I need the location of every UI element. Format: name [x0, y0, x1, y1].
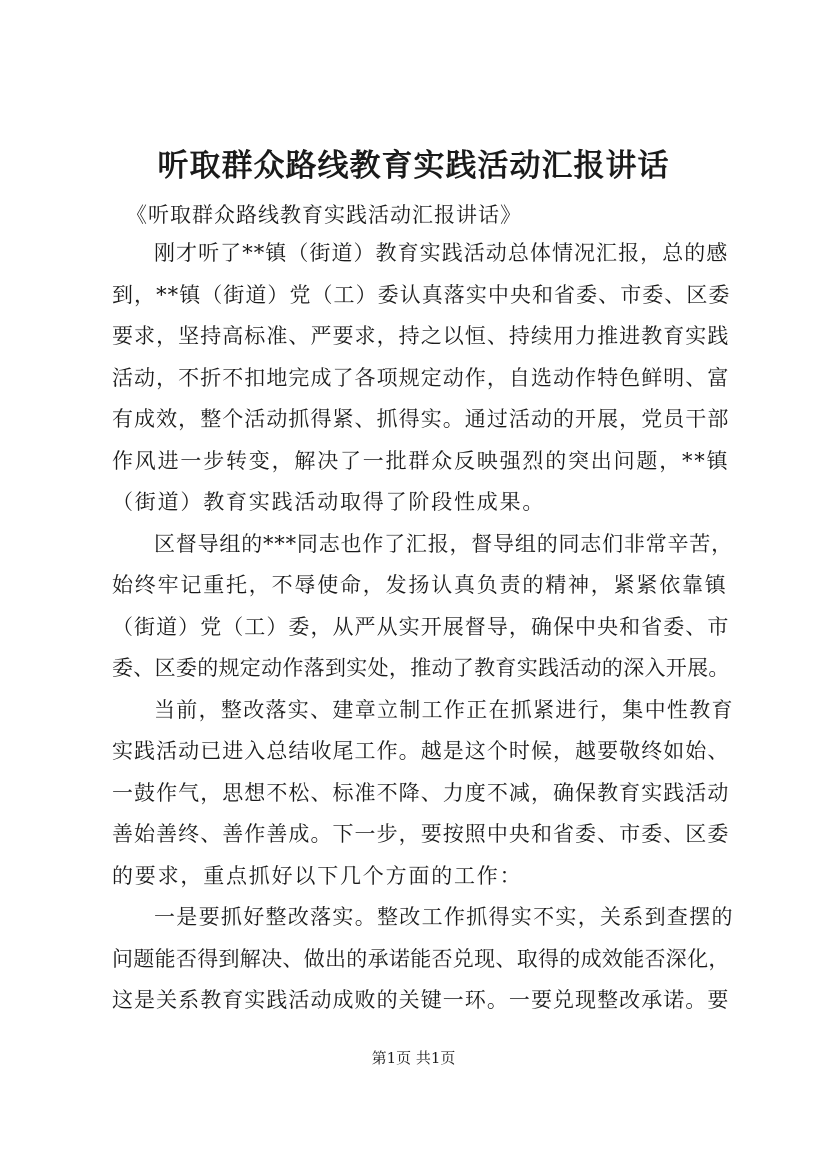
text-line: 实践活动已进入总结收尾工作。越是这个时候，越要敬终如始、: [112, 739, 730, 763]
text-line: 问题能否得到解决、做出的承诺能否兑现、取得的成效能否深化，: [112, 946, 730, 971]
text-line: 作风进一步转变，解决了一批群众反映强烈的突出问题，**镇: [112, 448, 730, 473]
text-line: 的要求，重点抓好以下几个方面的工作：: [112, 863, 523, 888]
text-line: 区督导组的***同志也作了汇报，督导组的同志们非常辛苦，: [154, 531, 733, 556]
paragraph-1: [112, 233, 734, 524]
text-line: 一鼓作气，思想不松、标准不降、力度不减，确保教育实践活动: [112, 780, 730, 805]
text-line: 一是要抓好整改落实。整改工作抓得实不实，关系到查摆的: [154, 905, 734, 929]
document-subtitle: 《听取群众路线教育实践活动汇报讲话》: [126, 203, 522, 227]
text-line: 当前，整改落实、建章立制工作正在抓紧进行，集中性教育: [154, 697, 734, 722]
document-body: [112, 233, 734, 1022]
text-line: 善始善终、善作善成。下一步，要按照中央和省委、市委、区委: [112, 822, 730, 846]
text-line: 活动，不折不扣地完成了各项规定动作，自选动作特色鲜明、富: [112, 365, 730, 390]
text-line: 这是关系教育实践活动成败的关键一环。一要兑现整改承诺。要: [112, 988, 730, 1012]
paragraph-3: [112, 690, 734, 898]
text-line: （街道）党（工）委，从严从实开展督导，确保中央和省委、市: [112, 614, 730, 639]
text-line: 有成效，整个活动抓得紧、抓得实。通过活动的开展，党员干部: [112, 407, 730, 431]
page-title: 听取群众路线教育实践活动汇报讲话: [157, 148, 670, 184]
text-line: 刚才听了**镇（街道）教育实践活动总体情况汇报，总的感: [154, 241, 729, 265]
text-line: （街道）教育实践活动取得了阶段性成果。: [112, 490, 546, 514]
text-line: 始终牢记重托，不辱使命，发扬认真负责的精神，紧紧依靠镇: [112, 573, 728, 597]
text-line: 到，**镇（街道）党（工）委认真落实中央和省委、市委、区委: [112, 282, 731, 307]
text-line: 要求，坚持高标准、严要求，持之以恒、持续用力推进教育实践: [112, 324, 730, 348]
paragraph-2: [112, 524, 734, 690]
text-line: 委、区委的规定动作落到实处，推动了教育实践活动的深入开展。: [112, 656, 730, 680]
page-footer: 第1页 共1页: [371, 1049, 456, 1067]
paragraph-4: [112, 897, 734, 1022]
